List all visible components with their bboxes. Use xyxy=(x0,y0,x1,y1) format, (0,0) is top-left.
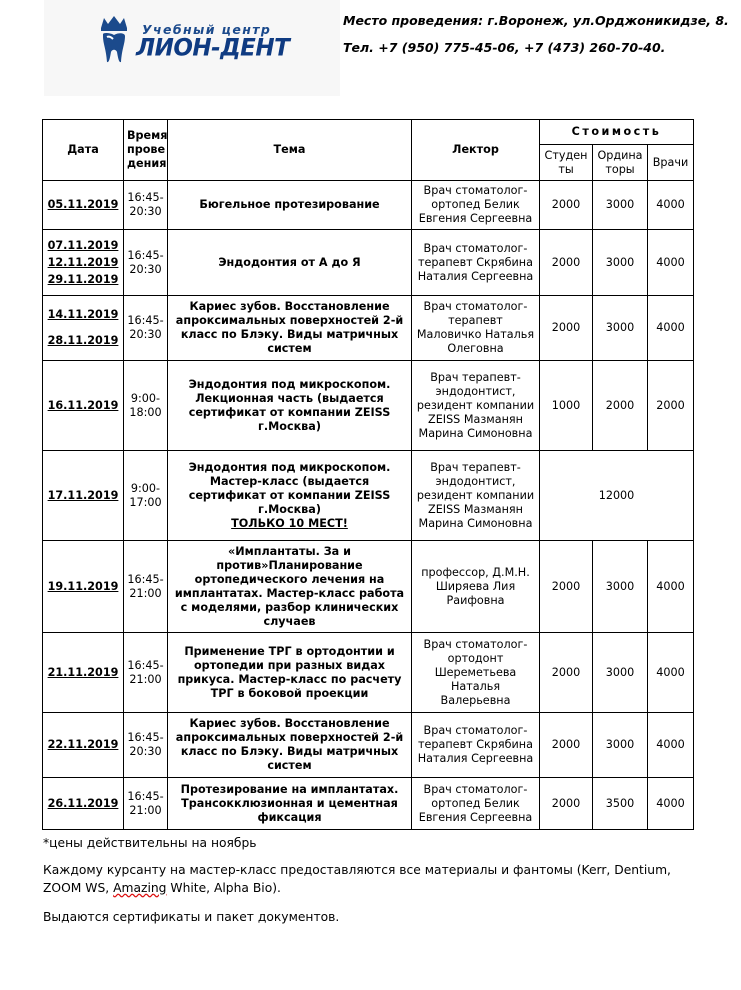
materials-text-end: White, Alpha Bio). xyxy=(166,881,281,895)
time-cell: 9:00-18:00 xyxy=(124,361,168,451)
table-row xyxy=(43,778,694,830)
date-value: 22.11.2019 xyxy=(47,738,119,751)
price-residents: 3000 xyxy=(593,633,648,713)
time-cell: 16:45-20:30 xyxy=(124,230,168,296)
date-cell xyxy=(43,361,124,451)
time-cell: 16:45-20:30 xyxy=(124,296,168,361)
topic-cell: Протезирование на имплантатах. Трансокклюзионная и цементная фиксация xyxy=(168,778,412,830)
date-cell xyxy=(43,451,124,541)
price-residents: 3000 xyxy=(593,296,648,361)
table-row xyxy=(43,451,694,541)
price-doctors: 4000 xyxy=(648,296,694,361)
price-doctors: 2000 xyxy=(648,361,694,451)
date-cell xyxy=(43,633,124,713)
price-doctors: 4000 xyxy=(648,713,694,778)
price-students: 2000 xyxy=(540,296,593,361)
time-cell: 16:45-21:00 xyxy=(124,541,168,633)
lecturer-cell: Врач стоматолог-ортопед Белик Евгения Сергеевна xyxy=(412,778,540,830)
lecturer-cell: Врач стоматолог-терапевт Скрябина Наталия Сергеевна xyxy=(412,230,540,296)
price-students: 1000 xyxy=(540,361,593,451)
date-value: 12.11.2019 xyxy=(47,255,119,269)
lecturer-cell: Врач терапевт-эндодонтист, резидент компании ZEISS Мазманян Марина Симоновна xyxy=(412,361,540,451)
lecturer-cell: Врач стоматолог-терапевт Маловичко Наталья Олеговна xyxy=(412,296,540,361)
footnotes xyxy=(43,834,693,926)
time-cell: 9:00-17:00 xyxy=(124,451,168,541)
header xyxy=(0,0,741,100)
price-students: 2000 xyxy=(540,633,593,713)
lecturer-cell: Врач терапевт-эндодонтист, резидент компании ZEISS Мазманян Марина Симоновна xyxy=(412,451,540,541)
date-value: 05.11.2019 xyxy=(47,198,119,211)
topic-cell: Кариес зубов. Восстановление апроксимальных поверхностей 2-й класс по Блэку. Виды матричных систем xyxy=(168,713,412,778)
date-cell xyxy=(43,181,124,230)
header-cost: Стоимость xyxy=(540,120,694,145)
date-value: 17.11.2019 xyxy=(47,488,119,502)
price-students: 2000 xyxy=(540,778,593,830)
materials-text: Каждому курсанту на мастер-класс предоставляются все материалы и фантомы (Kerr, Dentium, ZOOM WS, xyxy=(43,863,671,895)
prices-note: *цены действительны на ноябрь xyxy=(43,836,257,850)
date-value: 21.11.2019 xyxy=(47,665,119,679)
date-value: 07.11.2019 xyxy=(47,238,119,252)
header-date: Дата xyxy=(43,120,124,181)
table-row xyxy=(43,181,694,230)
lecturer-cell: профессор, Д.М.Н. Ширяева Лия Раифовна xyxy=(412,541,540,633)
phone-text: Тел. +7 (950) 775-45-06, +7 (473) 260-70-40. xyxy=(343,40,666,55)
date-cell xyxy=(43,541,124,633)
price-residents: 2000 xyxy=(593,361,648,451)
price-doctors: 4000 xyxy=(648,541,694,633)
price-doctors: 4000 xyxy=(648,181,694,230)
topic-cell: Эндодонтия под микроскопом. Лекционная часть (выдается сертификат от компании ZEISS г.Москва) xyxy=(168,361,412,451)
date-value: 26.11.2019 xyxy=(47,796,119,810)
date-value: 29.11.2019 xyxy=(47,272,119,286)
topic-cell: Применение ТРГ в ортодонтии и ортопедии при разных видах прикуса. Мастер-класс по расчету ТРГ в боковой проекции xyxy=(168,633,412,713)
schedule-table xyxy=(42,119,694,830)
address-text: Место проведения: г.Воронеж, ул.Орджоникидзе, 8. xyxy=(343,13,729,28)
price-doctors: 4000 xyxy=(648,230,694,296)
topic-cell: Эндодонтия от А до Я xyxy=(168,230,412,296)
date-value: 14.11.2019 xyxy=(47,308,119,321)
price-students: 2000 xyxy=(540,230,593,296)
header-students: Студен ты xyxy=(540,145,593,181)
table-row xyxy=(43,541,694,633)
limited-seats-notice: ТОЛЬКО 10 МЕСТ! xyxy=(231,516,348,530)
date-cell xyxy=(43,778,124,830)
price-residents: 3000 xyxy=(593,713,648,778)
table-row xyxy=(43,361,694,451)
time-cell: 16:45-20:30 xyxy=(124,181,168,230)
spellcheck-word: Amazing xyxy=(113,881,167,895)
price-residents: 3000 xyxy=(593,230,648,296)
topic-cell xyxy=(168,451,412,541)
lecturer-cell: Врач стоматолог-терапевт Скрябина Наталия Сергеевна xyxy=(412,713,540,778)
time-cell: 16:45-20:30 xyxy=(124,713,168,778)
price-residents: 3000 xyxy=(593,541,648,633)
date-value: 28.11.2019 xyxy=(47,334,119,347)
price-merged: 12000 xyxy=(540,451,694,541)
price-doctors: 4000 xyxy=(648,778,694,830)
topic-text: Эндодонтия под микроскопом. Мастер-класс (выдается сертификат от компании ZEISS г.Москва) xyxy=(188,460,391,516)
price-students: 2000 xyxy=(540,541,593,633)
date-cell xyxy=(43,713,124,778)
header-doctors: Врачи xyxy=(648,145,694,181)
table-row xyxy=(43,230,694,296)
price-students: 2000 xyxy=(540,181,593,230)
date-cell xyxy=(43,296,124,361)
price-residents: 3000 xyxy=(593,181,648,230)
table-row xyxy=(43,713,694,778)
date-cell xyxy=(43,230,124,296)
topic-cell: «Имплантаты. За и против»Планирование ортопедического лечения на имплантатах. Мастер-класс работа с моделями, разбор клинических случаев xyxy=(168,541,412,633)
topic-cell: Бюгельное протезирование xyxy=(168,181,412,230)
table-row xyxy=(43,296,694,361)
time-cell: 16:45-21:00 xyxy=(124,633,168,713)
certificates-note: Выдаются сертификаты и пакет документов. xyxy=(43,910,340,924)
time-cell: 16:45-21:00 xyxy=(124,778,168,830)
header-topic: Тема xyxy=(168,120,412,181)
materials-note xyxy=(43,861,693,897)
lecturer-cell: Врач стоматолог-ортопед Белик Евгения Сергеевна xyxy=(412,181,540,230)
price-residents: 3500 xyxy=(593,778,648,830)
logo-caption: Учебный центр xyxy=(142,22,272,37)
price-doctors: 4000 xyxy=(648,633,694,713)
header-residents: Ордина торы xyxy=(593,145,648,181)
lecturer-cell: Врач стоматолог-ортодонт Шереметьева Наталья Валерьевна xyxy=(412,633,540,713)
table-row xyxy=(43,633,694,713)
price-students: 2000 xyxy=(540,713,593,778)
date-value: 19.11.2019 xyxy=(47,579,119,593)
logo-title: ЛИОН-ДЕНТ xyxy=(136,34,290,62)
header-time: Время прове дения xyxy=(124,120,168,181)
date-value: 16.11.2019 xyxy=(47,398,119,412)
topic-cell: Кариес зубов. Восстановление апроксимальных поверхностей 2-й класс по Блэку. Виды матричных систем xyxy=(168,296,412,361)
tooth-crown-logo-icon xyxy=(96,14,132,64)
header-lecturer: Лектор xyxy=(412,120,540,181)
